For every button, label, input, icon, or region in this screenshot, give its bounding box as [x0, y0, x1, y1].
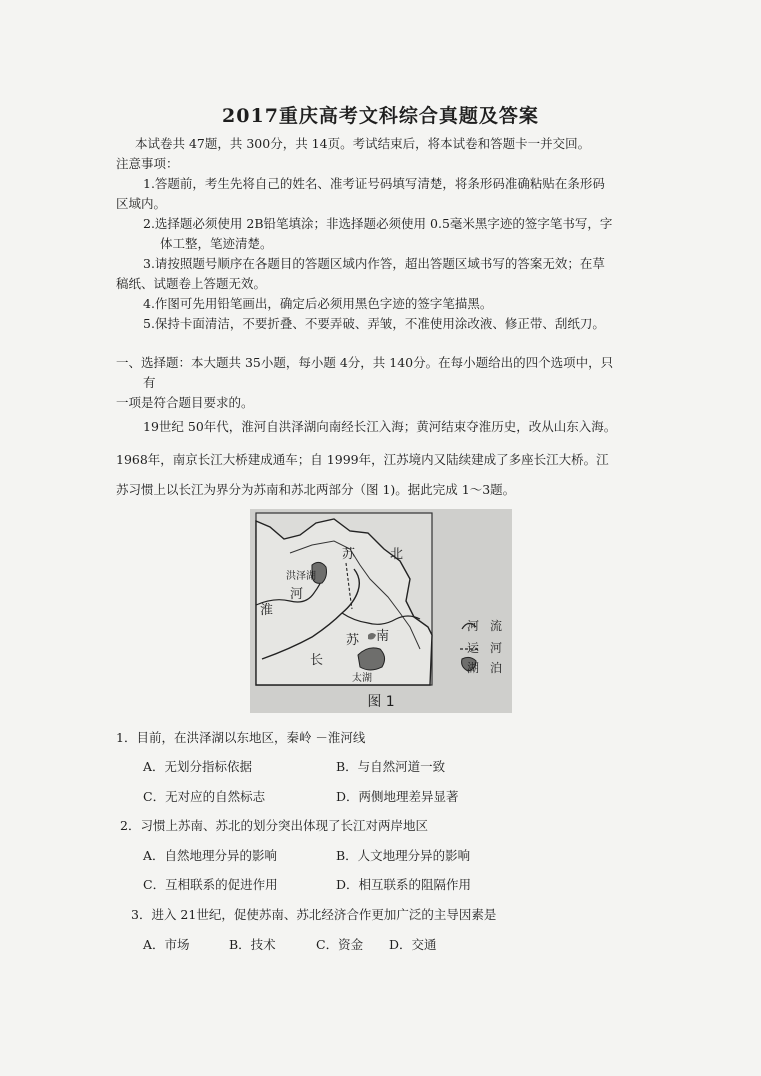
passage-line-3: 苏习惯上以长江为界分为苏南和苏北两部分（图 1)。据此完成 1～3题。 — [116, 482, 516, 497]
legend-lake-b: 泊 — [490, 661, 503, 675]
map-label-su-north: 苏 — [342, 547, 356, 562]
question-1-option-b: B．与自然河道一致 — [336, 759, 446, 774]
notice-item-1-cont: 区域内。 — [116, 196, 167, 211]
map-label-he: 河 — [290, 587, 304, 602]
notice-item-5: 5.保持卡面清洁，不要折叠、不要弄破、弄皱，不准使用涂改液、修正带、刮纸刀。 — [143, 316, 605, 331]
question-1-option-d: D．两侧地理差异显著 — [336, 789, 459, 804]
legend-river-a: 河 — [467, 619, 480, 633]
figure-caption: 图 1 — [367, 694, 395, 710]
question-2-option-b: B．人文地理分异的影响 — [336, 848, 471, 863]
question-1-option-a: A．无划分指标依据 — [143, 759, 253, 774]
notice-item-1: 1.答题前，考生先将自己的姓名、准考证号码填写清楚，将条形码准确粘贴在条形码 — [143, 176, 605, 191]
question-3-option-c: C．资金 — [316, 937, 364, 952]
legend-river-b: 流 — [490, 619, 503, 633]
map-label-hongze: 洪泽湖 — [286, 571, 316, 582]
passage-line-2: 1968年，南京长江大桥建成通车；自 1999年，江苏境内又陆续建成了多座长江大桥。江 — [116, 452, 609, 467]
section-heading: 一、选择题：本大题共 35小题，每小题 4分，共 140分。在每小题给出的四个选项中，只 — [116, 355, 614, 370]
notice-item-2-cont: 体工整，笔迹清楚。 — [160, 236, 273, 251]
legend-canal-a: 运 — [467, 641, 480, 655]
notice-item-3-cont: 稿纸、试题卷上答题无效。 — [116, 276, 267, 291]
question-2-option-d: D．相互联系的阻隔作用 — [336, 877, 472, 892]
notice-item-2: 2.选择题必须使用 2B铅笔填涂；非选择题必须使用 0.5毫米黑字迹的签字笔书写，字 — [143, 216, 613, 231]
question-3-option-b: B．技术 — [229, 937, 276, 952]
notice-heading: 注意事项： — [116, 156, 179, 171]
figure-map — [250, 509, 512, 713]
notice-item-4: 4.作图可先用铅笔画出，确定后必须用黑色字迹的签字笔描黑。 — [143, 296, 493, 311]
legend-canal-b: 河 — [490, 641, 503, 655]
question-2-stem: 2．习惯上苏南、苏北的划分突出体现了长江对两岸地区 — [120, 818, 428, 833]
intro-text: 本试卷共 47题，共 300分，共 14页。考试结束后，将本试卷和答题卡一并交回。 — [135, 136, 591, 151]
question-3-option-d: D．交通 — [389, 937, 437, 952]
question-3-stem: 3．进入 21世纪，促使苏南、苏北经济合作更加广泛的主导因素是 — [131, 907, 497, 922]
map-label-su-south: 苏 — [346, 633, 360, 648]
question-2-option-c: C．互相联系的促进作用 — [143, 877, 278, 892]
section-heading-cont-2: 一项是符合题目要求的。 — [116, 395, 254, 410]
map-label-chang: 长 — [310, 653, 324, 668]
map-label-huai: 淮 — [260, 603, 274, 618]
question-3-option-a: A．市场 — [143, 937, 190, 952]
map-svg — [250, 509, 512, 713]
legend-lake-a: 湖 — [467, 661, 480, 675]
notice-item-3: 3.请按照题号顺序在各题目的答题区域内作答，超出答题区域书写的答案无效；在草 — [143, 256, 605, 271]
question-1-option-c: C．无对应的自然标志 — [143, 789, 266, 804]
page-title: 2017重庆高考文科综合真题及答案 — [222, 105, 539, 127]
passage-line-1: 19世纪 50年代，淮河自洪泽湖向南经长江入海；黄河结束夺淮历史，改从山东入海。 — [143, 419, 617, 434]
section-heading-cont: 有 — [143, 375, 156, 390]
map-label-taihu: 太湖 — [352, 673, 372, 684]
map-label-bei: 北 — [390, 547, 404, 562]
map-label-nan: 南 — [376, 629, 390, 644]
question-2-option-a: A．自然地理分异的影响 — [143, 848, 278, 863]
tai-lake — [358, 648, 385, 670]
question-1-stem: 1．目前，在洪泽湖以东地区，秦岭 －淮河线 — [116, 730, 366, 745]
